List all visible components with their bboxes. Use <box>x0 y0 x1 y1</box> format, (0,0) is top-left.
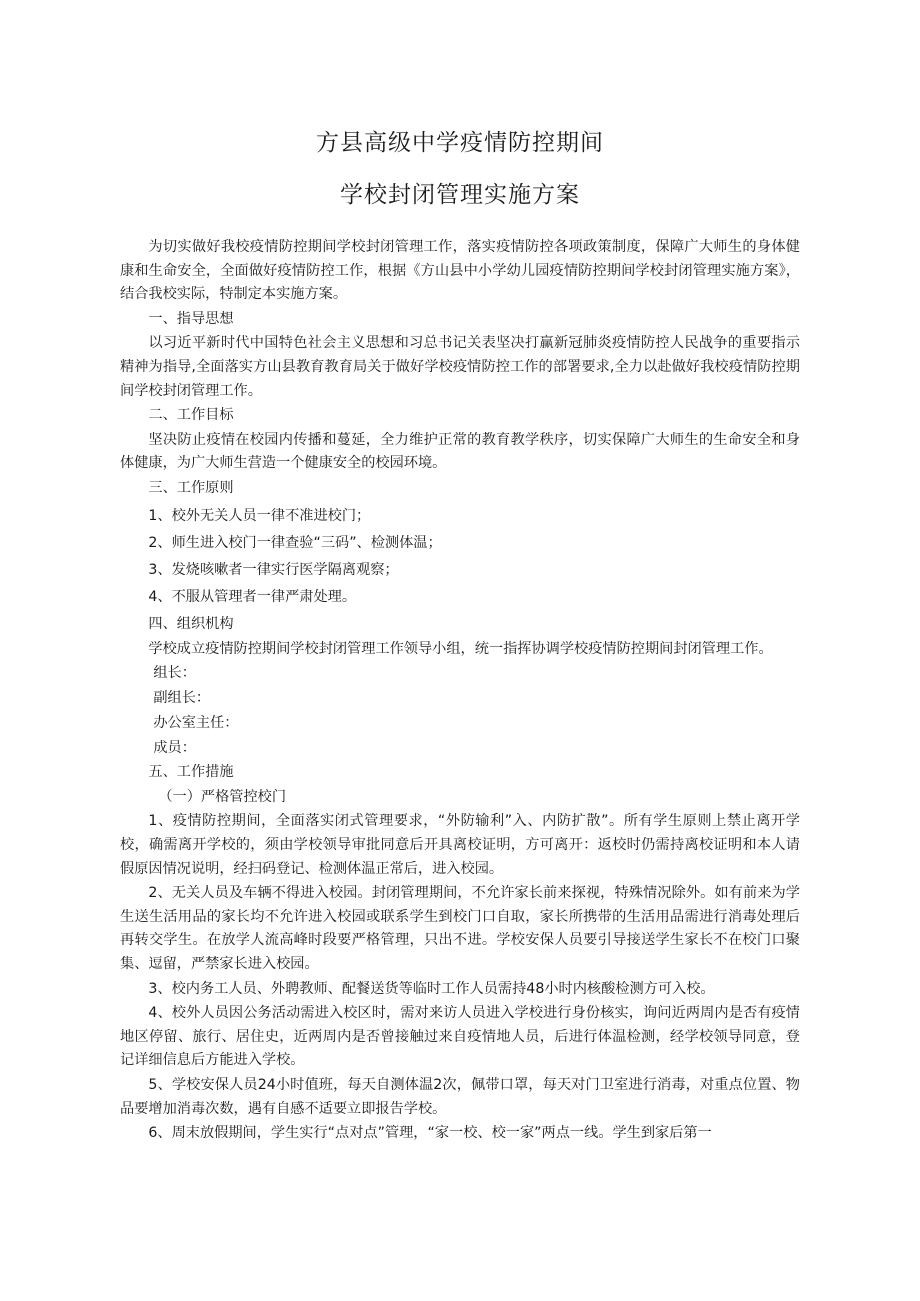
principle-item: 1、校外无关人员一律不准进校门； <box>148 507 371 524</box>
subsection-heading-gate-control: （一）严格管控校门 <box>158 788 287 805</box>
section-heading-organization: 四、组织机构 <box>148 615 234 632</box>
section-heading-principles: 三、工作原则 <box>148 479 234 496</box>
measure-paragraph: 5、学校安保人员24小时值班，每天自测体温2次，佩带口罩，每天对门卫室进行消毒，对重点位置、物品要增加消毒次数，遇有自感不适要立即报告学校。 <box>120 1076 800 1117</box>
measure-paragraph: 3、校内务工人员、外聘教师、配餐送货等临时工作人员需持48小时内核酸检测方可入校。 <box>148 980 715 997</box>
principle-item: 4、不服从管理者一律严肃处理。 <box>148 588 357 605</box>
member-role-members: 成员： <box>153 739 196 756</box>
section-heading-goals: 二、工作目标 <box>148 407 234 424</box>
doc-title-line1: 方县高级中学疫情防控期间 <box>316 130 604 156</box>
principle-item: 3、发烧咳嗽者一律实行医学隔离观察； <box>148 561 399 578</box>
section-text-organization: 学校成立疫情防控期间学校封闭管理工作领导小组，统一指挥协调学校疫情防控期间封闭管理工作。 <box>148 640 773 657</box>
measure-paragraph: 6、周末放假期间，学生实行“点对点”管理，“家一校、校一家”两点一线。学生到家后第一 <box>148 1125 712 1142</box>
intro-paragraph: 为切实做好我校疫情防控期间学校封闭管理工作，落实疫情防控各项政策制度，保障广大师生的身体健康和生命安全，全面做好疫情防控工作，根据《方山县中小学幼儿园疫情防控期间学校封闭管理实施方案》，结合我校实际，特制定本实施方案。 <box>120 239 800 303</box>
member-role-leader: 组长： <box>153 665 196 682</box>
section-heading-measures: 五、工作措施 <box>148 764 234 781</box>
section-text-guiding-thought: 以习近平新时代中国特色社会主义思想和习总书记关表坚决打赢新冠肺炎疫情防控人民战争的重要指示精神为指导,全面落实方山县教育教育局关于做好学校疫情防控工作的部署要求,全力以赴做好我校疫情防控期间学校封闭管理工作。 <box>120 335 800 399</box>
section-text-goals: 坚决防止疫情在校园内传播和蔓延，全力维护正常的教育教学秩序，切实保障广大师生的生命安全和身体健康，为广大师生营造一个健康安全的校园环境。 <box>120 431 800 472</box>
principle-item: 2、师生进入校门一律查验“三码”、检测体温； <box>148 534 442 551</box>
member-role-office-director: 办公室主任： <box>153 714 239 731</box>
section-heading-guiding-thought: 一、指导思想 <box>148 310 234 327</box>
measure-paragraph: 4、校外人员因公务活动需进入校区时，需对来访人员进入学校进行身份核实，询问近两周内是否有疫情地区停留、旅行、居住史，近两周内是否曾接触过来自疫情地人员，后进行体温检测，经学校领导同意，登记详细信息后方能进入学校。 <box>120 1005 800 1069</box>
member-role-deputy: 副组长： <box>153 690 211 707</box>
measure-paragraph: 2、无关人员及车辆不得进入校园。封闭管理期间，不允许家长前来探视，特殊情况除外。如有前来为学生送生活用品的家长均不允许进入校园或联系学生到校门口自取，家长所携带的生活用品需进行消毒处理后再转交学生。在放学人流高峰时段要严格管理，只出不进。学校安保人员要引导接送学生家长不在校门口聚集、逗留，严禁家长进入校园。 <box>120 885 800 972</box>
document-body <box>120 236 800 1146</box>
doc-title-line2: 学校封闭管理实施方案 <box>340 182 580 208</box>
measure-paragraph: 1、疫情防控期间，全面落实闭式管理要求，“外防输利”入、内防扩散”。所有学生原则上禁止离开学校，确需离开学校的，须由学校领导审批同意后开具离校证明，方可离开：返校时仍需持离校证明和本人请假原因情况说明，经扫码登记、检测体温正常后，进入校园。 <box>120 813 800 877</box>
